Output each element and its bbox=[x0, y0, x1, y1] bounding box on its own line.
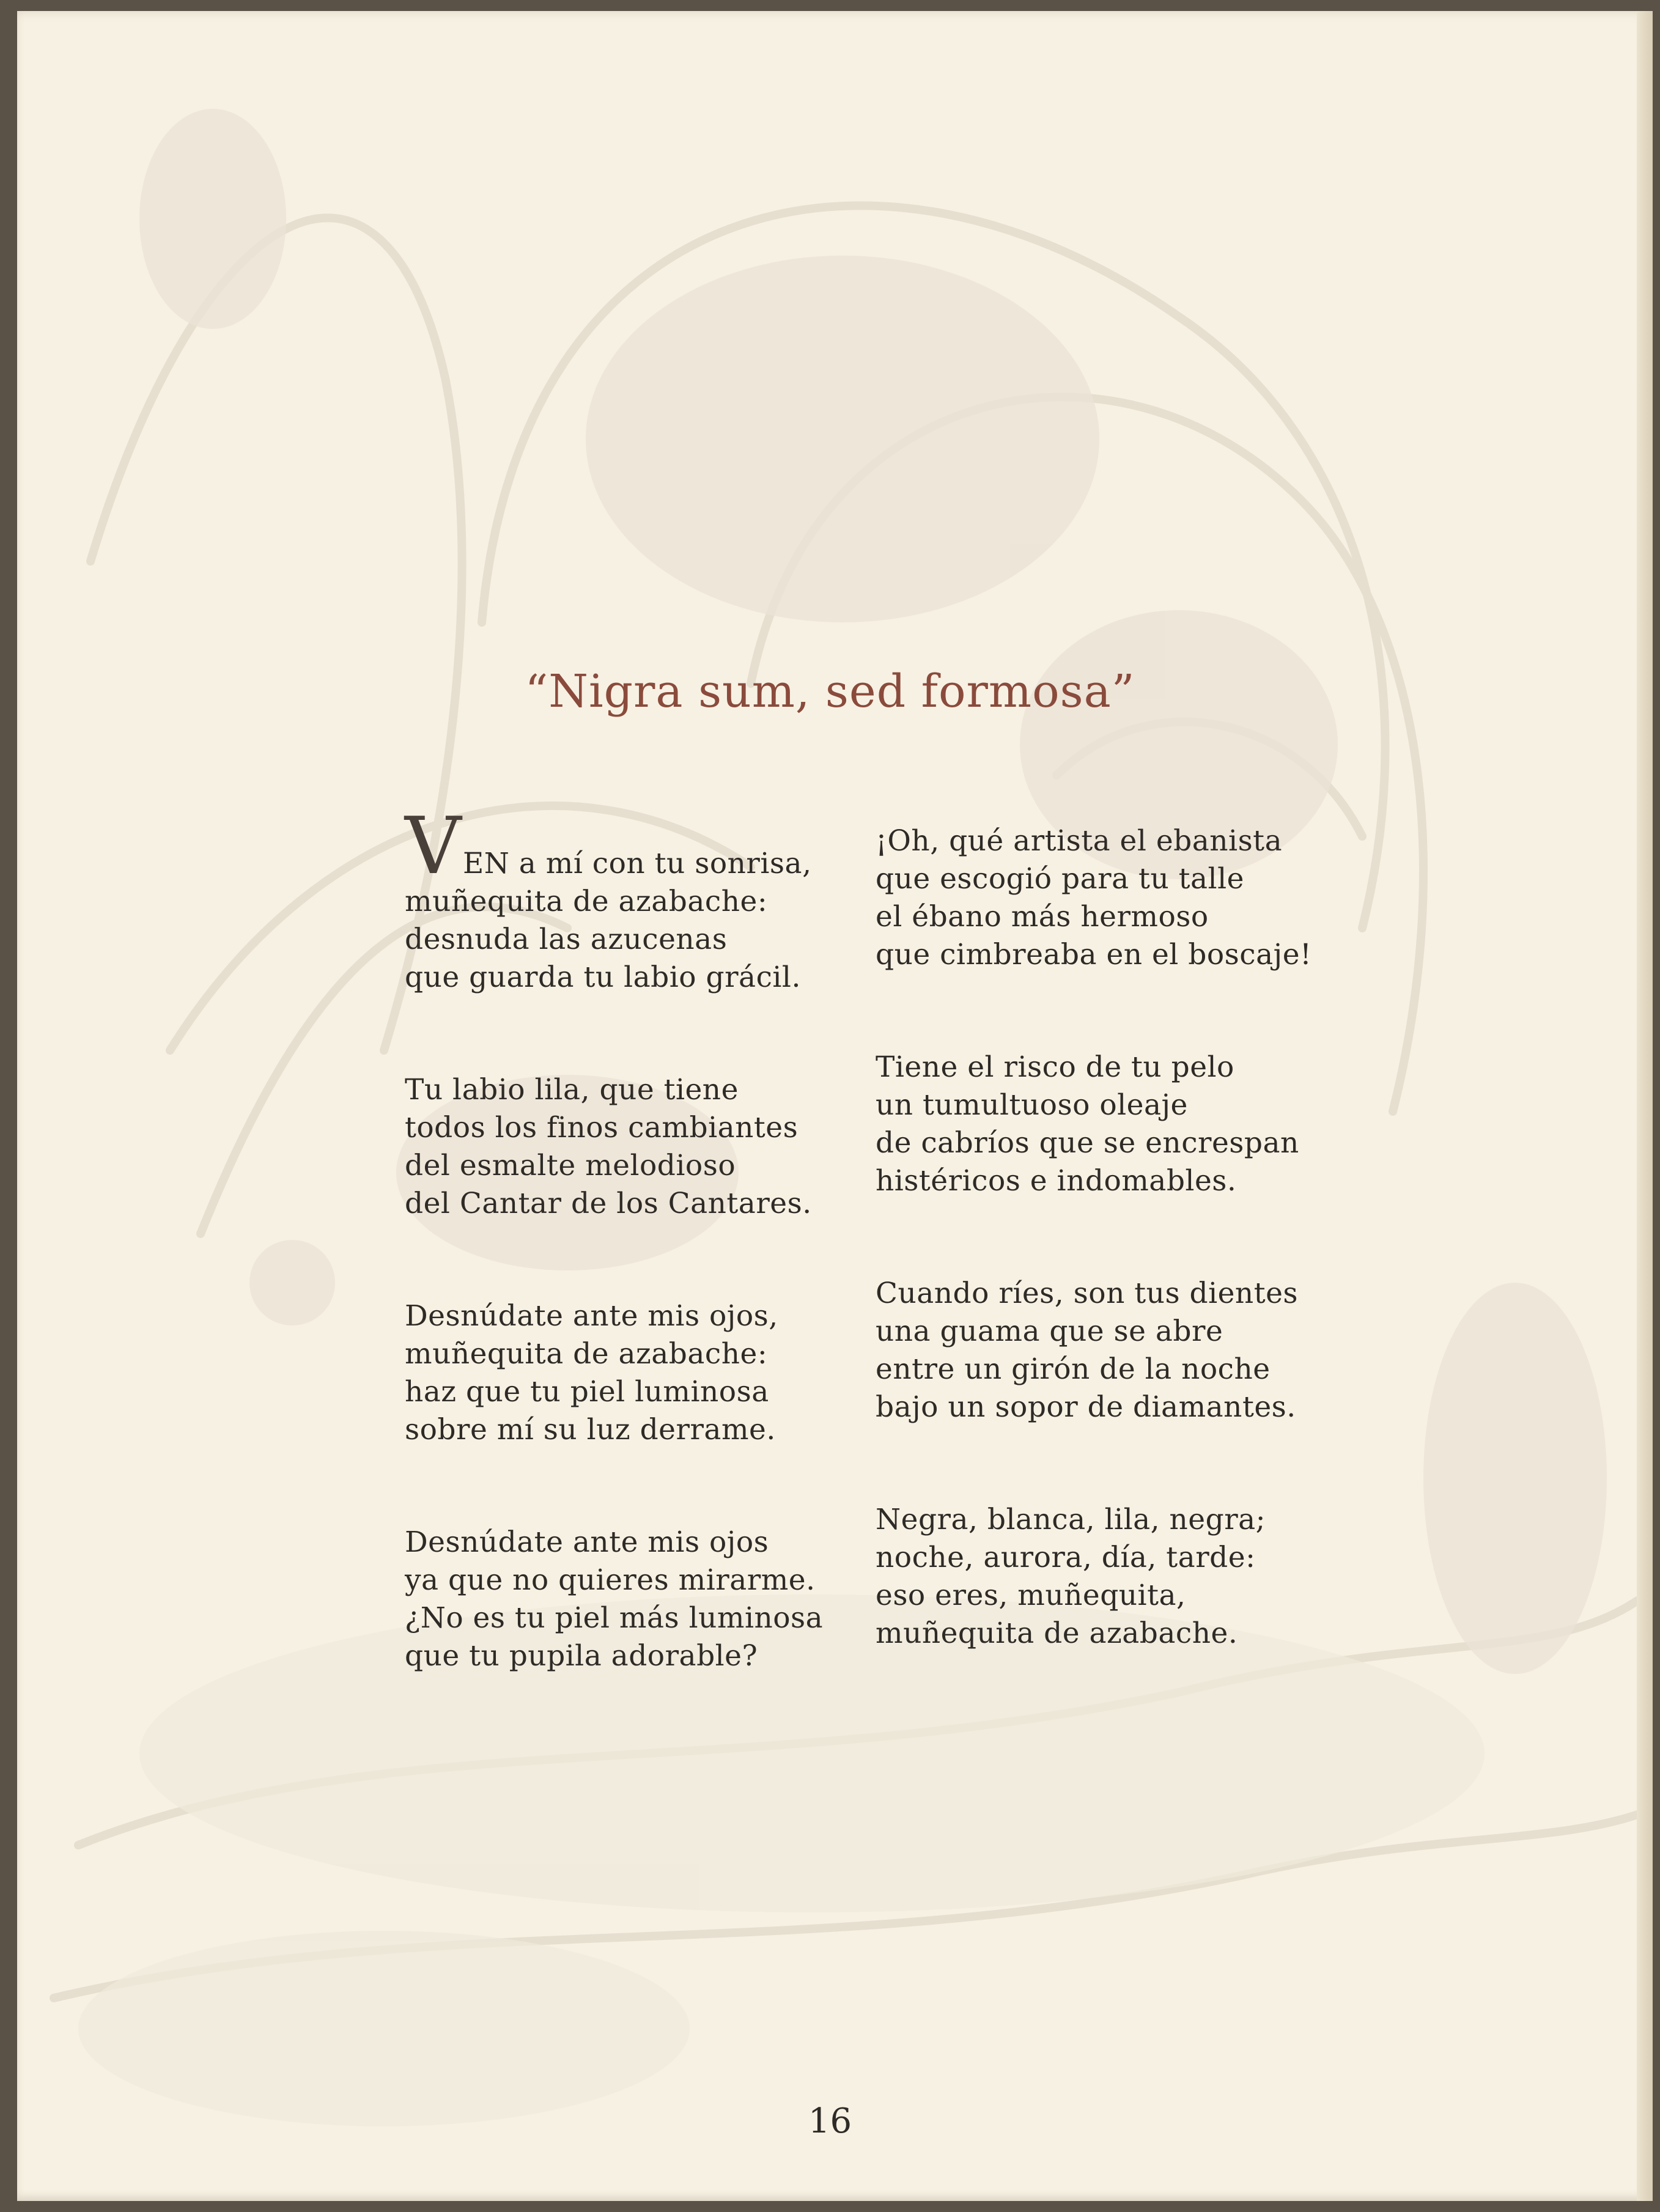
poem-line: ya que no quieres mirarme. bbox=[405, 1563, 816, 1597]
poem-line: que cimbreaba en el boscaje! bbox=[876, 938, 1312, 971]
poem-line: Desnúdate ante mis ojos bbox=[405, 1525, 769, 1559]
poem-line: el ébano más hermoso bbox=[876, 900, 1209, 934]
page-number: 16 bbox=[808, 2101, 852, 2141]
poem-line: Tu labio lila, que tiene bbox=[405, 1073, 739, 1107]
stanza bbox=[405, 1524, 823, 1675]
poem-line: una guama que se abre bbox=[876, 1314, 1223, 1348]
poem-line: bajo un sopor de diamantes. bbox=[876, 1390, 1296, 1424]
poem-line: noche, aurora, día, tarde: bbox=[876, 1541, 1256, 1574]
stanza bbox=[876, 822, 1311, 974]
stanza bbox=[405, 801, 823, 997]
stanza bbox=[876, 1275, 1311, 1426]
stanza bbox=[876, 1501, 1311, 1653]
left-column bbox=[405, 801, 824, 1750]
poem-line: Negra, blanca, lila, negra; bbox=[876, 1503, 1266, 1536]
poem-line: un tumultuoso oleaje bbox=[876, 1088, 1188, 1122]
poem-line: del Cantar de los Cantares. bbox=[405, 1187, 812, 1220]
poem-line: que tu pupila adorable? bbox=[405, 1639, 758, 1673]
poem-line: del esmalte melodioso bbox=[405, 1149, 736, 1182]
poem-line: histéricos e indomables. bbox=[876, 1164, 1237, 1198]
poem-line: sobre mí su luz derrame. bbox=[405, 1413, 776, 1447]
poem-line: muñequita de azabache: bbox=[405, 885, 768, 918]
book-page bbox=[17, 11, 1653, 2201]
poem-line: que escogió para tu talle bbox=[876, 862, 1244, 896]
background-illustration bbox=[17, 11, 1653, 2201]
poem-line: Cuando ríes, son tus dientes bbox=[876, 1277, 1299, 1310]
poem-line: desnuda las azucenas bbox=[405, 923, 728, 956]
poem-line: Desnúdate ante mis ojos, bbox=[405, 1299, 778, 1333]
poem-line bbox=[405, 801, 823, 892]
poem-line: muñequita de azabache: bbox=[405, 1337, 768, 1371]
poem-line: haz que tu piel luminosa bbox=[405, 1375, 769, 1409]
drop-cap-letter: V bbox=[405, 801, 462, 892]
poem-line: todos los finos cambiantes bbox=[405, 1111, 799, 1145]
poem-line: eso eres, muñequita, bbox=[876, 1579, 1186, 1612]
poem-line: que guarda tu labio grácil. bbox=[405, 960, 801, 994]
poem-line: entre un girón de la noche bbox=[876, 1352, 1271, 1386]
stanza bbox=[405, 1297, 823, 1449]
stanza bbox=[405, 1071, 823, 1223]
right-column bbox=[876, 822, 1311, 1727]
poem-line-text: EN a mí con tu sonrisa, bbox=[462, 847, 812, 880]
stanza bbox=[876, 1049, 1311, 1200]
poem-line: Tiene el risco de tu pelo bbox=[876, 1050, 1234, 1084]
poem-title: “Nigra sum, sed formosa” bbox=[525, 665, 1135, 718]
poem-line: ¿No es tu piel más luminosa bbox=[405, 1601, 824, 1635]
poem-line: muñequita de azabache. bbox=[876, 1617, 1238, 1650]
poem-line: ¡Oh, qué artista el ebanista bbox=[876, 824, 1283, 858]
poem-line: de cabríos que se encrespan bbox=[876, 1126, 1299, 1160]
page-spine-shadow bbox=[1637, 11, 1653, 2201]
